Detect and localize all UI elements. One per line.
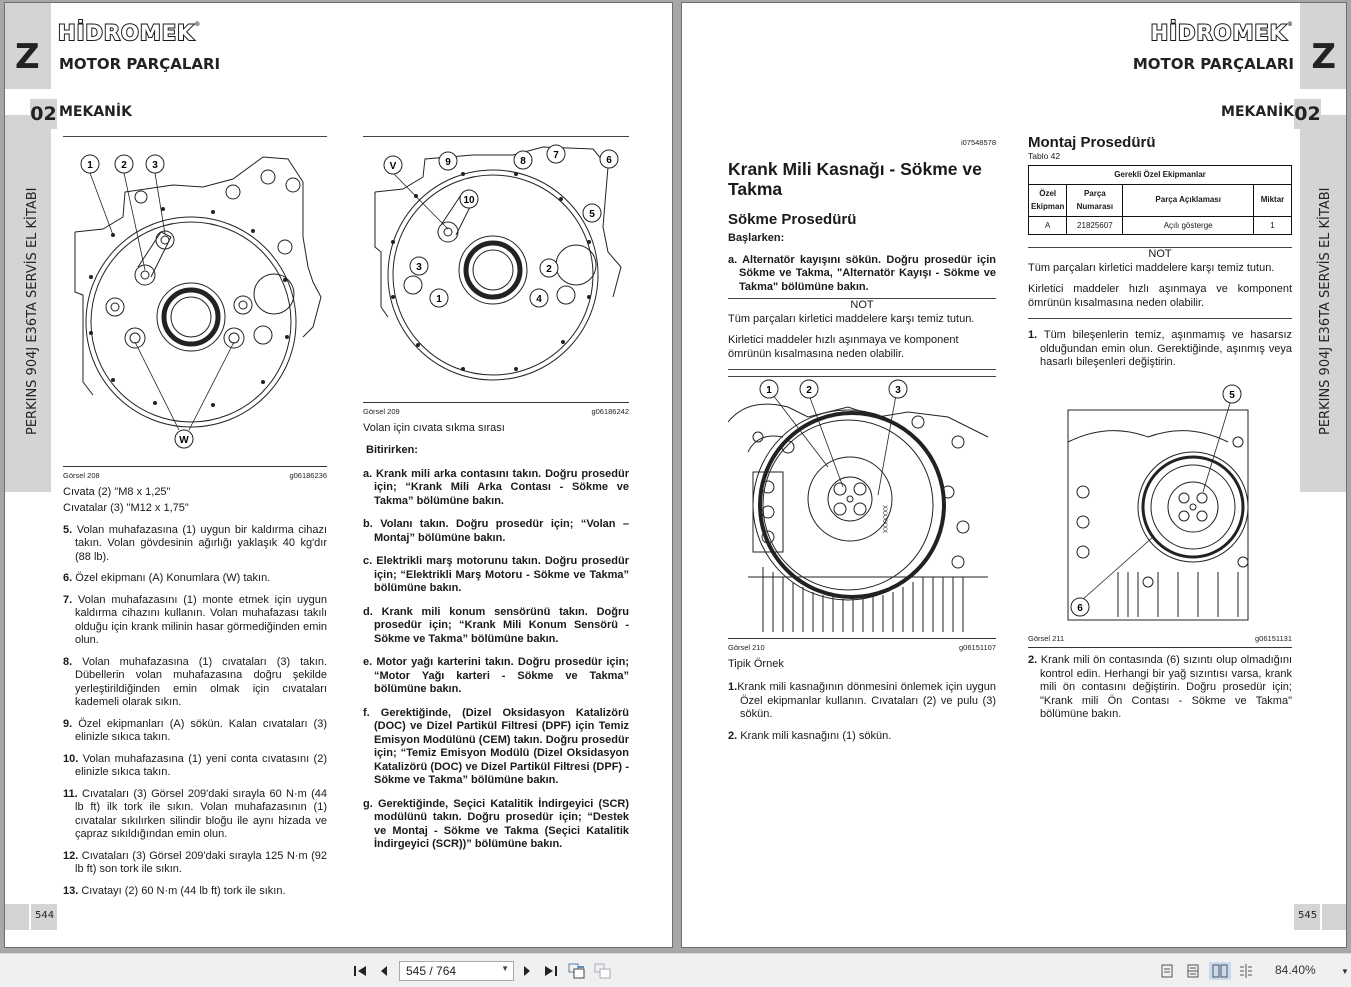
note-line-1: Tüm parçaları kirletici maddelere karşı temiz tutun. (728, 312, 975, 325)
finishing-step-c: c. Elektrikli marş motorunu takın. Doğru prosedür için; “Elektrikli Marş Motoru - Sökme ve Takma” bölümüne bakın. (363, 555, 629, 594)
zoom-dropdown-icon[interactable]: ▼ (1341, 966, 1349, 976)
cell-quantity: 1 (1254, 216, 1292, 235)
cell-description: Açılı gösterge (1123, 216, 1254, 235)
finishing-step-a: a. Krank mili arka contasını takın. Doğru prosedür için; “Krank Mili Arka Contası - Sökme ve Takma” bölümüne bakın. (363, 467, 629, 507)
chapter-letter: Z (15, 37, 40, 77)
special-equipment-table (1028, 165, 1292, 235)
two-page-icon (1212, 964, 1228, 978)
continuous-view-button[interactable] (1184, 962, 1202, 980)
previous-page-button[interactable] (375, 962, 393, 980)
figure-209-title: Volan için cıvata sıkma sırası (363, 421, 505, 434)
svg-text:1: 1 (766, 385, 772, 396)
crankshaft-pulley-illustration (728, 377, 996, 637)
left-page-right-column (363, 136, 629, 852)
flywheel-housing-illustration (63, 137, 327, 465)
next-page-button[interactable] (518, 962, 536, 980)
finishing-step-b: b. Volanı takın. Doğru prosedür için; “Volan – Montaj” bölümüne bakın. (363, 518, 629, 544)
svg-text:5: 5 (589, 209, 595, 220)
front-seal-illustration (1028, 382, 1292, 630)
note2-line-2: Kirletici maddeler hızlı aşınmaya ve komponent ömrünün kısalmasına neden olabilir. (1028, 283, 1292, 309)
chapter-letter-right: Z (1311, 37, 1336, 77)
removal-heading: Sökme Prosedürü (728, 210, 857, 228)
svg-text:1: 1 (436, 294, 442, 305)
table-label: Tablo 42 (1028, 150, 1061, 161)
step-5: 5. Volan muhafazasına (1) uygun bir kaldırma cihazı takın. Volan gövdesinin ağırlığı yaklaşık 40 kg'dır (88 lb). (63, 523, 327, 563)
brand-logo: HİDROMEK® (58, 21, 202, 45)
svg-text:V: V (389, 161, 397, 172)
last-page-button[interactable] (542, 962, 560, 980)
note-heading: NOT (850, 299, 874, 311)
page-number-right: 545 (1294, 904, 1320, 930)
removal-step-1: 1.Krank mili kasnağının dönmesini önlemek için uygun Özel ekipmanlar kullanın. Cıvataları (2) ve pulu (3) sökün. (728, 681, 996, 720)
finishing-steps (363, 468, 629, 852)
figure-210-caption: Görsel 210 g06151107 (728, 643, 996, 652)
starting-step-a: a. Alternatör kayışını sökün. Doğru prosedür için Sökme ve Takma, "Alternatör Kayışı - Sökme ve Takma" bölümüne bakın. (728, 253, 996, 293)
figure-209-caption: Görsel 209 g06186242 (363, 407, 629, 416)
col-header-special-equipment: Özel Ekipman (1029, 184, 1067, 216)
step-7: 7. Volan muhafazasını (1) monte etmek için uygun kaldırma cihazını kullanın. Volan muhafazası takılı olduğu için krank milinin hasar görmediğinden emin olun. (63, 593, 327, 646)
figure-208-caption: Görsel 208 g06186236 (63, 471, 327, 480)
steps-list (63, 524, 327, 899)
bolt-spec-3: Cıvatalar (3) "M12 x 1,75" (63, 502, 189, 514)
step-8: 8. Volan muhafazasına (1) cıvataları (3) takın. Dübellerin volan muhafazasına doğru şekilde yerleştirildiğinden emin olmak için cıvataları kademeli olarak sıkın. (63, 655, 328, 708)
document-id: i07548578 (960, 138, 996, 147)
previous-view-button[interactable] (568, 962, 586, 980)
step-6: 6. Özel ekipmanı (A) Konumlara (W) takın. (63, 572, 271, 584)
two-page-continuous-icon (1238, 964, 1254, 978)
figure-210 (728, 377, 996, 639)
note-heading-2: NOT (1148, 248, 1172, 260)
col-header-quantity: Miktar (1254, 184, 1292, 216)
two-page-view-button[interactable] (1209, 962, 1231, 980)
finishing-step-e: e. Motor yağı karterini takın. Doğru prosedür için; “Motor Yağı karteri - Sökme ve Takma” bölümüne bakın. (363, 656, 629, 695)
page-number-select[interactable]: 545 / 764 ▼ (399, 961, 514, 981)
figure-211-caption: Görsel 211 g06151131 (1028, 632, 1292, 649)
continuous-page-icon (1187, 964, 1199, 978)
step-9: 9. Özel ekipmanları (A) sökün. Kalan cıvataları (3) elinizle sıkıca takın. (63, 717, 327, 743)
svg-text:4: 4 (536, 294, 542, 305)
removal-step-2: 2. Krank mili kasnağını (1) sökün. (728, 729, 892, 742)
page-544 (4, 2, 673, 948)
next-view-icon (594, 963, 612, 979)
next-page-icon (522, 965, 532, 977)
step-11: 11. Cıvataları (3) Görsel 209'daki sırayla 60 N·m (44 lb ft) ilk tork ile sıkın. Volan muhafazasının (1) cıvatalar sıkılırken silindir bloğu ile aynı hizada ve çapraz sıkıldığından emin olun. (63, 787, 327, 840)
step-13: 13. Cıvatayı (2) 60 N·m (44 lb ft) tork ile sıkın. (63, 884, 286, 897)
section-title-right: MEKANİK (1221, 104, 1294, 120)
footer-band-right (1322, 904, 1346, 930)
figure-210-title: Tipik Örnek (728, 657, 784, 670)
svg-text:6: 6 (606, 155, 612, 166)
single-page-icon (1161, 964, 1173, 978)
svg-text:2: 2 (806, 385, 812, 396)
note-line-2: Kirletici maddeler hızlı aşınmaya ve komponent ömrünün kısalmasına neden olabilir. (728, 334, 959, 360)
svg-text:3: 3 (152, 160, 158, 171)
step-12: 12. Cıvataları (3) Görsel 209'daki sırayla 125 N·m (92 lb ft) son tork ile sıkın. (63, 849, 327, 875)
bolt-spec-2: Cıvata (2) "M8 x 1,25" (63, 485, 171, 498)
svg-text:3: 3 (416, 262, 422, 273)
single-page-view-button[interactable] (1158, 962, 1176, 980)
two-page-continuous-view-button[interactable] (1237, 962, 1255, 980)
section-number: 02 (30, 99, 57, 129)
svg-text:10: 10 (463, 195, 475, 206)
table-title: Gerekli Özel Ekipmanlar (1029, 166, 1292, 185)
right-page-left-column (728, 136, 996, 743)
next-view-button[interactable] (594, 962, 612, 980)
dropdown-arrow-icon: ▼ (501, 964, 509, 973)
svg-text:W: W (179, 435, 189, 446)
install-heading: Montaj Prosedürü (1028, 134, 1156, 151)
section-number-right: 02 (1294, 99, 1321, 129)
section-title: MEKANİK (59, 104, 132, 120)
svg-text:2: 2 (546, 264, 552, 275)
svg-text:5: 5 (1229, 389, 1235, 401)
finishing-step-f: f. Gerektiğinde, (Dizel Oksidasyon Katalizörü (DOC) ve Dizel Partikül Filtresi (DPF) için Temiz Emisyon Modülünü (CEM) takın. Doğru prosedür için; “Temiz Emisyon Modülü (Dizel Oksidasyon Katalizörü (DOC) ve Dizel Partikül Filtresi (DPF) - Sökme ve Takma” bölümüne bakın. (363, 706, 629, 786)
svg-text:3: 3 (895, 385, 901, 396)
chapter-title: MOTOR PARÇALARI (59, 55, 221, 73)
last-page-icon (544, 965, 558, 977)
chapter-title-right: MOTOR PARÇALARI (1132, 55, 1294, 73)
finishing-step-g: g. Gerektiğinde, Seçici Katalitik İndirgeyici (SCR) modülünü takın. Doğru prosedür için; “Destek ve Montaj - Sökme ve Takma (Seçici Katalitik İndirgeyici (SCR))” bölümüne bakın. (363, 797, 629, 850)
svg-text:6: 6 (1077, 602, 1083, 614)
svg-text:7: 7 (553, 150, 559, 161)
page-number-left: 544 (31, 904, 57, 930)
figure-208 (63, 137, 327, 467)
left-column (63, 136, 327, 898)
previous-page-icon (379, 965, 389, 977)
first-page-icon (353, 965, 367, 977)
right-page-right-column (1028, 136, 1292, 722)
side-title-right: PERKINS 904J E36TA SERVİS EL KİTABI (1318, 187, 1333, 435)
table-row (1029, 216, 1292, 235)
cell-part-number: 21825607 (1067, 216, 1123, 235)
note2-line-1: Tüm parçaları kirletici maddelere karşı temiz tutun. (1028, 261, 1275, 274)
col-header-part-number: Parça Numarası (1067, 184, 1123, 216)
install-step-2: 2. Krank mili ön contasında (6) sızıntı olup olmadığını kontrol edin. Herhangi bir yağ sızıntısı varsa, krank mili ön contasını değiştirin. Doğru prosedür için; "Krank mili Ön Contası - Sökme ve Takma" bölümüne bakın. (1028, 654, 1292, 720)
navigation-toolbar (0, 953, 1351, 987)
finishing-heading: Bitirirken: (366, 444, 418, 456)
procedure-title: Krank Mili Kasnağı - Sökme ve Takma (728, 158, 982, 199)
zoom-level[interactable]: 84.40% (1275, 963, 1316, 977)
install-step-1: 1. Tüm bileşenlerin temiz, aşınmamış ve hasarsız olduğundan emin olun. Gerektiğinde, aşınmış veya hasarlı bileşenleri değiştirin. (1028, 329, 1293, 368)
previous-view-icon (568, 963, 586, 979)
svg-text:1: 1 (87, 160, 93, 171)
starting-label: Başlarken: (728, 232, 785, 244)
figure-209 (363, 137, 629, 403)
first-page-button[interactable] (351, 962, 369, 980)
bolt-sequence-illustration (363, 137, 629, 401)
side-title: PERKINS 904J E36TA SERVİS EL KİTABI (25, 187, 40, 435)
page-545 (681, 2, 1347, 948)
finishing-step-d: d. Krank mili konum sensörünü takın. Doğru prosedür için; “Krank Mili Konum Sensörü - Sökme ve Takma” bölümüne bakın. (363, 605, 629, 645)
svg-text:9: 9 (445, 157, 451, 168)
figure-211 (1028, 382, 1292, 630)
step-10: 10. Volan muhafazasına (1) yeni conta cıvatasını (2) elinizle sıkıca takın. (63, 752, 327, 778)
col-header-description: Parça Açıklaması (1123, 184, 1254, 216)
cell-equipment: A (1029, 216, 1067, 235)
svg-text:XXXXXXX: XXXXXXX (881, 505, 887, 534)
svg-text:8: 8 (520, 156, 526, 167)
svg-text:2: 2 (121, 160, 127, 171)
footer-band (5, 904, 29, 930)
brand-logo-right: HİDROMEK® (1150, 21, 1294, 45)
